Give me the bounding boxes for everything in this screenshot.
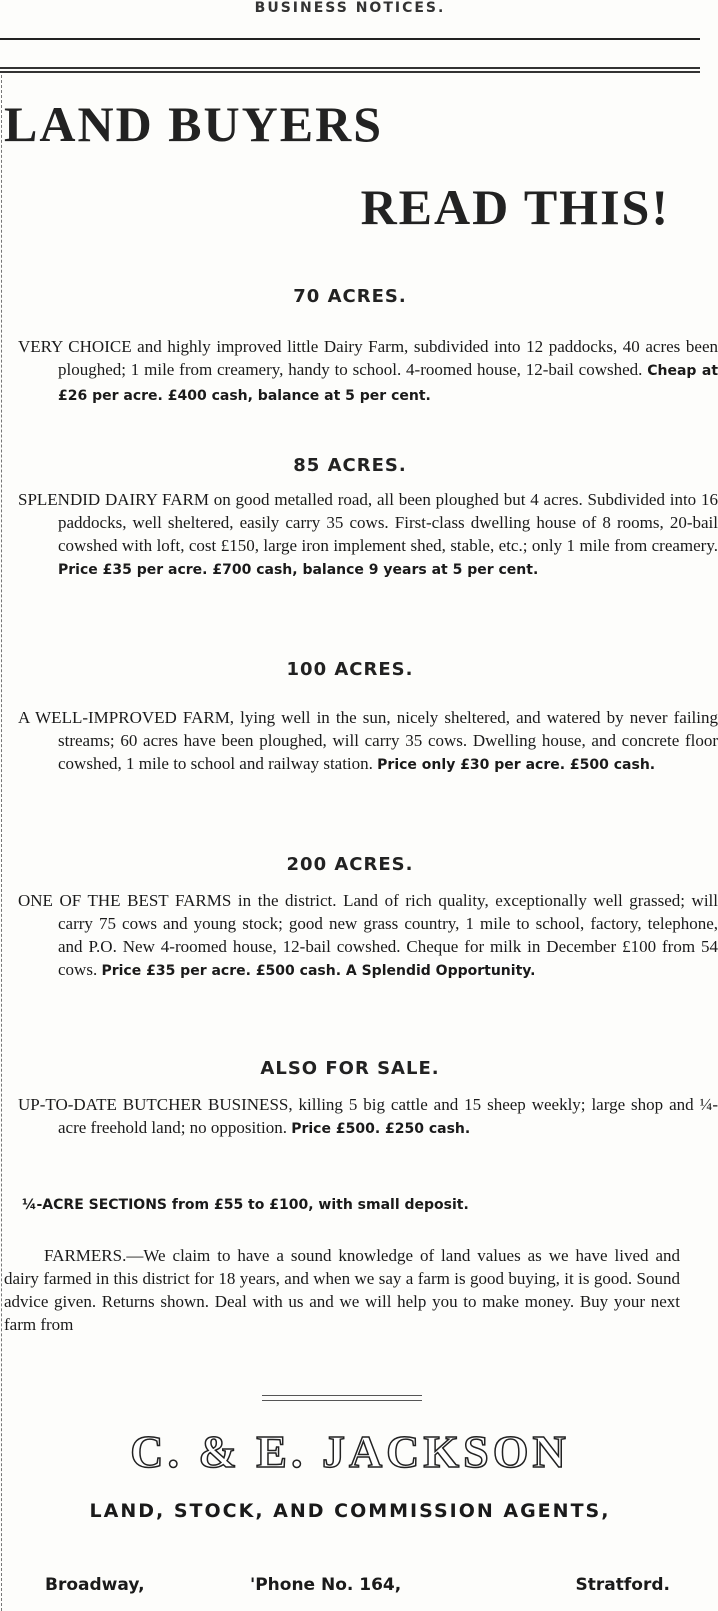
also-for-sale-text <box>18 1093 718 1141</box>
address-street: Broadway, <box>45 1575 145 1595</box>
listing-text <box>18 706 718 777</box>
listing-heading: 85 ACRES. <box>293 455 407 476</box>
listing-body: SPLENDID DAIRY FARM on good metalled road, all been ploughed but 4 acres. Subdivided into 16 paddocks, well sheltered, easily carry 35 cows. First-class dwelling house of 8 rooms, 20-bail cowshed with loft, cost £150, large iron implement shed, stable, etc.; only 1 mile from creamery. <box>18 490 718 555</box>
headline-read-this: READ THIS! <box>360 179 670 235</box>
sections-line: ¼-ACRE SECTIONS from £55 to £100, with small deposit. <box>22 1197 469 1213</box>
farmers-paragraph: FARMERS.—We claim to have a sound knowledge of land values as we have lived and dairy farmed in this district for 18 years, and when we say a farm is good buying, it is good. Sound advice given. Returns shown. Deal with us and we will help you to make money. Buy your next farm from <box>4 1246 680 1334</box>
section-header: BUSINESS NOTICES. <box>254 0 446 16</box>
also-for-sale-heading: ALSO FOR SALE. <box>260 1058 440 1079</box>
address-town: Stratford. <box>575 1575 670 1595</box>
listing-price: Price £35 per acre. £500 cash. A Splendid Opportunity. <box>101 963 536 979</box>
listing-text <box>18 488 718 582</box>
also-for-sale-body: UP-TO-DATE BUTCHER BUSINESS, killing 5 big cattle and 15 sheep weekly; large shop and ¼-acre freehold land; no opposition. <box>18 1095 718 1137</box>
header-rule <box>0 38 700 40</box>
listing-heading: 70 ACRES. <box>293 286 407 307</box>
listing-price: Cheap at £26 per acre. £400 cash, balance at 5 per cent. <box>58 363 718 404</box>
listing-price: Price £35 per acre. £700 cash, balance 9 years at 5 per cent. <box>58 562 539 578</box>
headline-land-buyers: LAND BUYERS <box>4 96 384 152</box>
firm-role: LAND, STOCK, AND COMMISSION AGENTS, <box>89 1500 611 1522</box>
listing-body: ONE OF THE BEST FARMS in the district. Land of rich quality, exceptionally well grassed; will carry 75 cows and young stock; good new grass country, 1 mile to school, factory, telephone, and P.O. New 4-roomed house, 12-bail cowshed. Cheque for milk in December £100 from 54 cows. <box>18 891 718 979</box>
listing-text <box>18 335 718 408</box>
also-for-sale-price: Price £500. £250 cash. <box>291 1121 471 1137</box>
listing-body: VERY CHOICE and highly improved little Dairy Farm, subdivided into 12 paddocks, 40 acres been ploughed; 1 mile from creamery, handy to school. 4-roomed house, 12-bail cowshed. <box>18 337 718 379</box>
listing-price: Price only £30 per acre. £500 cash. <box>377 757 656 773</box>
phone-number: 'Phone No. 164, <box>250 1575 402 1595</box>
listing-text <box>18 889 718 983</box>
top-border-rule <box>0 67 700 73</box>
listing-heading: 100 ACRES. <box>286 659 414 680</box>
listing-body: A WELL-IMPROVED FARM, lying well in the sun, nicely sheltered, and watered by never failing streams; 60 acres have been ploughed, will carry 35 cows. Dwelling house, and concrete floor cowshed, 1 mile to school and railway station. <box>18 708 718 773</box>
ornamental-divider <box>262 1395 422 1401</box>
listing-heading: 200 ACRES. <box>286 854 414 875</box>
firm-name: C. & E. JACKSON <box>130 1426 570 1477</box>
